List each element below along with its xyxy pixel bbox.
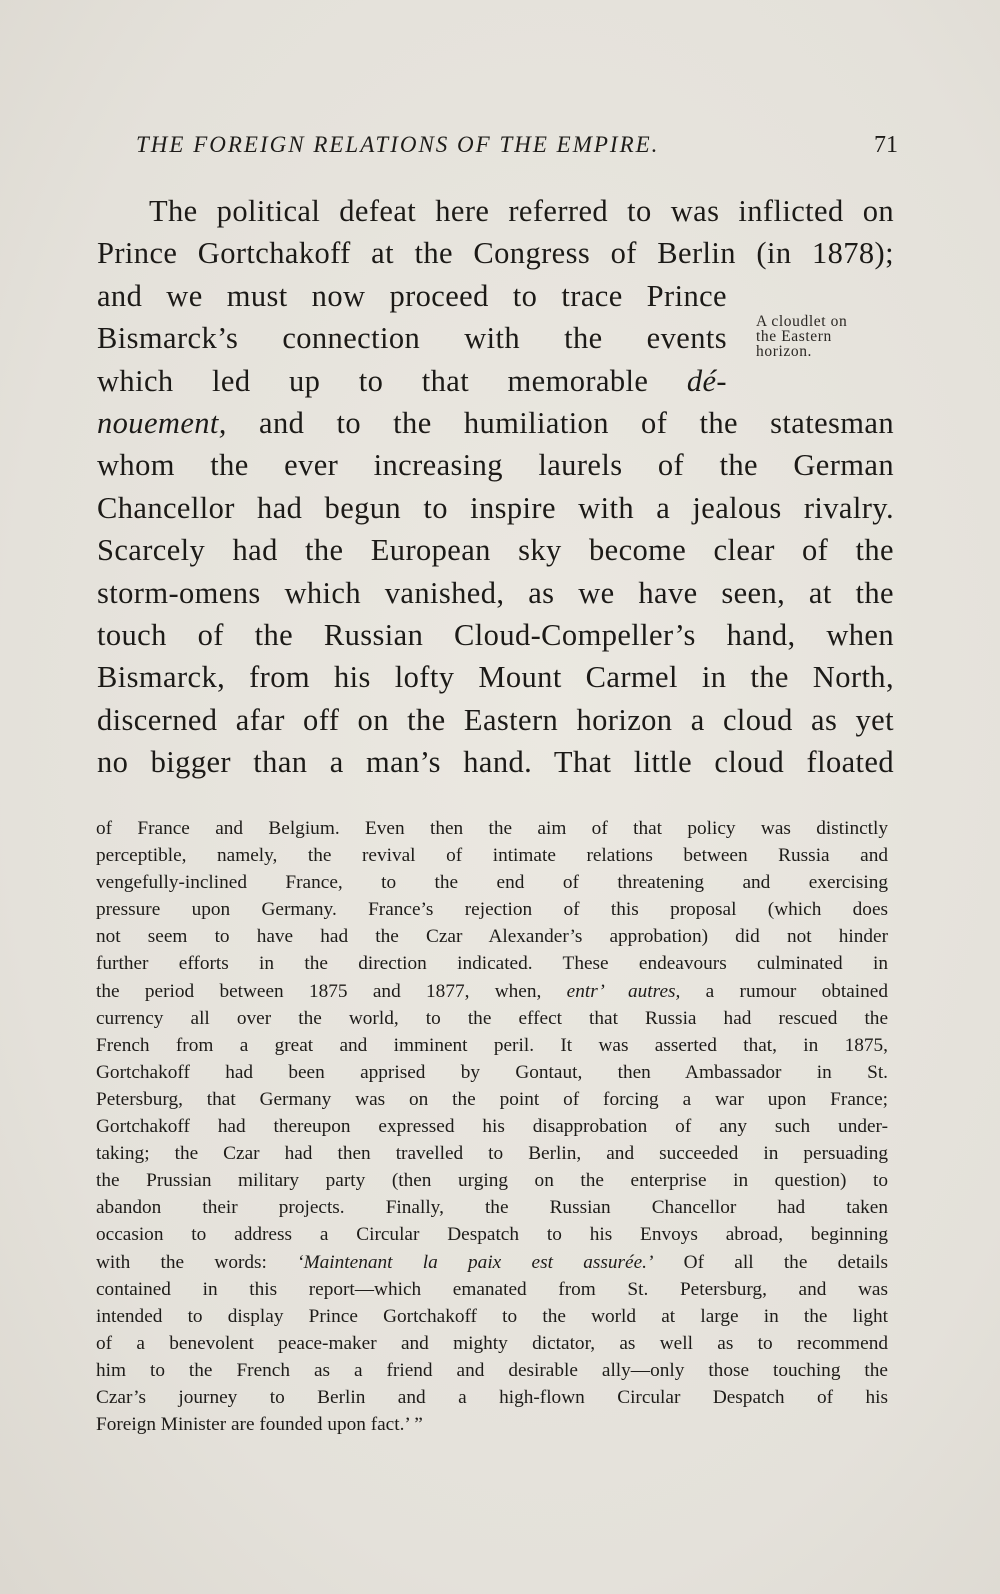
footnote-line: of a benevolent peace-maker and mighty dictator, as well as to recommend bbox=[96, 1332, 888, 1354]
footnote-line: the Prussian military party (then urging on the enterprise in question) to bbox=[96, 1170, 888, 1192]
footnote-line bbox=[96, 978, 888, 1005]
footnote-line: intended to display Prince Gortchakoff to the world at large in the light bbox=[96, 1305, 888, 1327]
margin-note-line: the Eastern bbox=[756, 328, 832, 345]
main-text-block bbox=[97, 190, 894, 783]
footnote-line: not seem to have had the Czar Alexander’s approbation) did not hinder bbox=[96, 926, 888, 948]
footnote-line: French from a great and imminent peril. It was asserted that, in 1875, bbox=[96, 1034, 888, 1056]
footnote-line: taking; the Czar had then travelled to Berlin, and succeeded in persuading bbox=[96, 1143, 888, 1165]
main-text-line bbox=[97, 402, 894, 444]
footnote-line: Gortchakoff had been apprised by Gontaut, then Ambassador in St. bbox=[96, 1061, 888, 1083]
footnote-line: vengefully-inclined France, to the end of threatening and exercising bbox=[96, 872, 888, 894]
main-text-fragment: and to the humiliation of the statesman bbox=[226, 405, 894, 440]
main-text-line: touch of the Russian Cloud-Compeller’s hand, when bbox=[97, 617, 894, 652]
main-text-line: Bismarck’s connection with the events bbox=[97, 321, 727, 356]
italic-word: dé- bbox=[686, 363, 727, 398]
italic-phrase: ‘Maintenant la paix est assurée.’ bbox=[297, 1251, 654, 1273]
main-text-line: The political defeat here referred to was inflicted on bbox=[149, 194, 894, 228]
footnote-line: contained in this report—which emanated from St. Petersburg, and was bbox=[96, 1278, 888, 1300]
margin-note-line: horizon. bbox=[756, 343, 813, 360]
italic-phrase: entr’ autres, bbox=[566, 980, 681, 1002]
main-text-line bbox=[97, 360, 727, 402]
footnote-block bbox=[96, 815, 888, 1438]
footnote-line: him to the French as a friend and desirable ally—only those touching the bbox=[96, 1359, 888, 1381]
footnote-line: further efforts in the direction indicated. These endeavours culminated in bbox=[96, 953, 888, 975]
main-text-line: Scarcely had the European sky become clear of the bbox=[97, 533, 894, 568]
footnote-line: Foreign Minister are founded upon fact.’ ” bbox=[96, 1414, 423, 1436]
footnote-line: pressure upon Germany. France’s rejection of this proposal (which does bbox=[96, 899, 888, 921]
main-text-line: whom the ever increasing laurels of the German bbox=[97, 448, 894, 483]
main-text-line: storm-omens which vanished, as we have seen, at the bbox=[97, 575, 894, 610]
margin-note bbox=[756, 314, 902, 359]
main-text-line: Chancellor had begun to inspire with a jealous rivalry. bbox=[97, 490, 894, 525]
footnote-line: occasion to address a Circular Despatch to his Envoys abroad, beginning bbox=[96, 1224, 888, 1246]
footnote-line: perceptible, namely, the revival of intimate relations between Russia and bbox=[96, 845, 888, 867]
main-text-fragment: which led up to that memorable bbox=[97, 363, 687, 398]
main-text-line: discerned afar off on the Eastern horizon a cloud as yet bbox=[97, 702, 894, 737]
page-number: 71 bbox=[874, 132, 898, 158]
main-text-line: no bigger than a man’s hand. That little cloud floated bbox=[97, 745, 894, 780]
margin-note-line: A cloudlet on bbox=[756, 313, 848, 330]
footnote-fragment: Of all the details bbox=[653, 1251, 888, 1273]
running-title: THE FOREIGN RELATIONS OF THE EMPIRE. bbox=[136, 132, 660, 157]
footnote-line bbox=[96, 1249, 888, 1276]
footnote-line: Czar’s journey to Berlin and a high-flown Circular Despatch of his bbox=[96, 1386, 888, 1408]
main-text-line: Bismarck, from his lofty Mount Carmel in the North, bbox=[97, 660, 894, 695]
footnote-line: of France and Belgium. Even then the aim of that policy was distinctly bbox=[96, 818, 888, 839]
footnote-line: Petersburg, that Germany was on the point of forcing a war upon France; bbox=[96, 1088, 888, 1110]
main-text-line: and we must now proceed to trace Prince bbox=[97, 278, 727, 313]
footnote-line: abandon their projects. Finally, the Russian Chancellor had taken bbox=[96, 1197, 888, 1219]
italic-word: nouement, bbox=[97, 405, 227, 440]
main-text-line: Prince Gortchakoff at the Congress of Berlin (in 1878); bbox=[97, 236, 894, 271]
running-header bbox=[136, 126, 898, 166]
footnote-fragment: a rumour obtained bbox=[680, 980, 888, 1002]
footnote-line: Gortchakoff had thereupon expressed his disapprobation of any such under- bbox=[96, 1116, 888, 1138]
footnote-line: currency all over the world, to the effect that Russia had rescued the bbox=[96, 1007, 888, 1029]
footnote-fragment: with the words: bbox=[96, 1251, 298, 1273]
footnote-fragment: the period between 1875 and 1877, when, bbox=[96, 980, 567, 1002]
